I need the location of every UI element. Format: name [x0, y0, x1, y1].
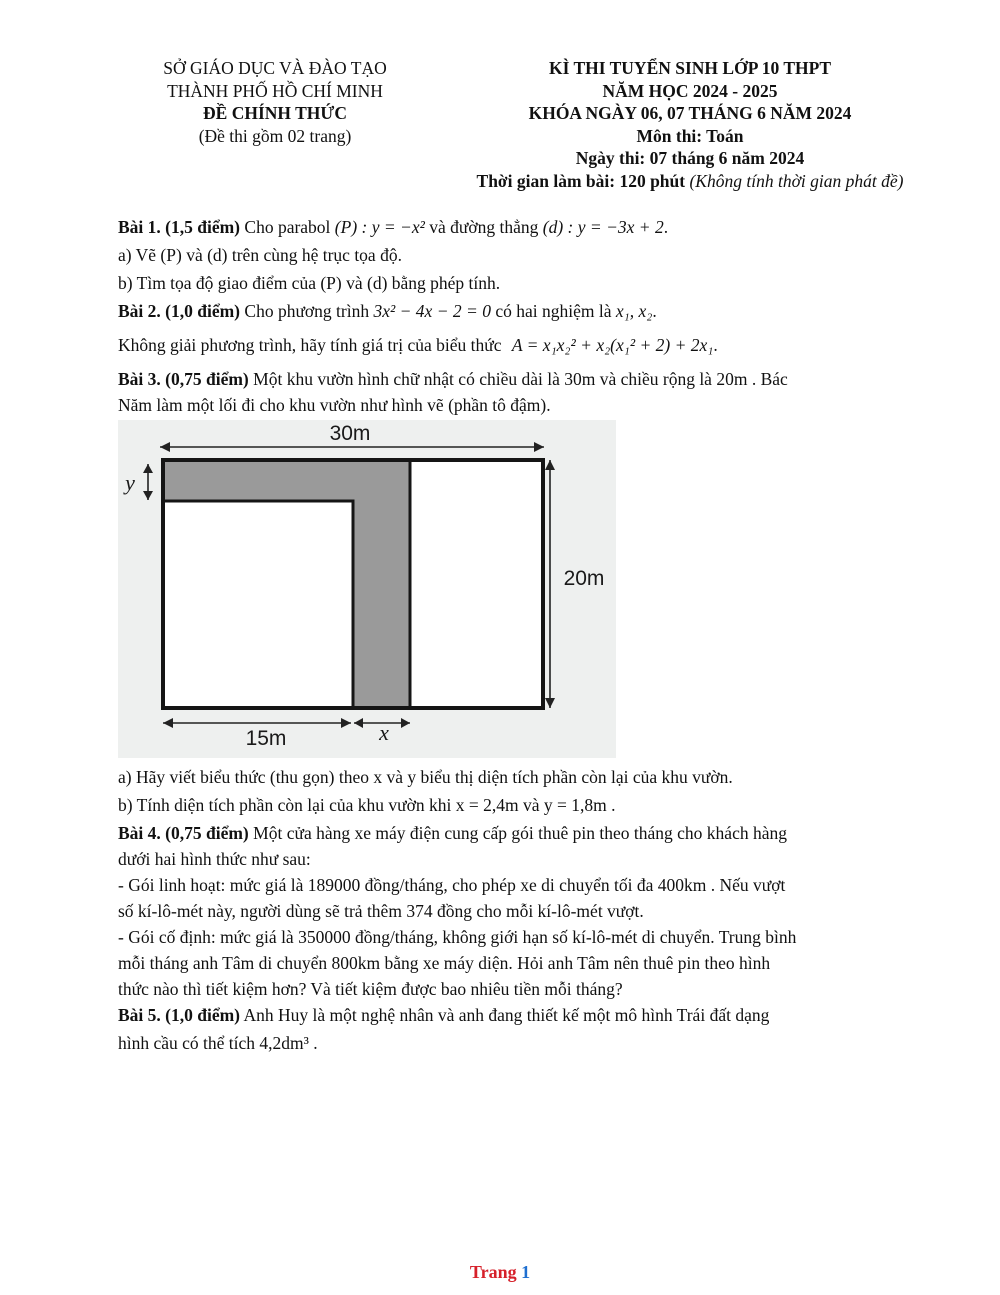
- department-name: SỞ GIÁO DỤC VÀ ĐÀO TẠO: [163, 58, 387, 78]
- official-exam-label: ĐỀ CHÍNH THỨC: [203, 103, 347, 124]
- label-30m: 30m: [329, 422, 371, 445]
- bai4-text7: thức nào thì tiết kiệm hơn? Và tiết kiệm được bao nhiêu tiền mỗi tháng?: [118, 979, 623, 999]
- bai4-text3: - Gói linh hoạt: mức giá là 189000 đồng/tháng, cho phép xe di chuyển tối đa 400km . Nếu vượt: [118, 875, 786, 895]
- exam-title: KÌ THI TUYỂN SINH LỚP 10 THPT: [548, 58, 832, 78]
- label-20m: 20m: [563, 567, 605, 590]
- bai1-intro: Cho parabol: [244, 217, 331, 237]
- bai3-text2: Năm làm một lối đi cho khu vườn như hình vẽ (phần tô đậm).: [118, 395, 551, 415]
- bai2-roots-text: có hai nghiệm là: [495, 301, 612, 321]
- bai1-line: Bài 1. (1,5 điểm) Cho parabol (P) : y = −x² và đường thẳng (d) : y = −3x + 2.: [118, 217, 669, 237]
- header-left: [140, 57, 410, 147]
- bai4-line: [118, 820, 890, 846]
- bai2-roots: x₁, x₂: [615, 301, 653, 321]
- school-year: NĂM HỌC 2024 - 2025: [602, 80, 778, 101]
- bai4-text5: - Gói cố định: mức giá là 350000 đồng/tháng, không giới hạn số kí-lô-mét di chuyển. Trung bình: [118, 927, 797, 947]
- subject: Môn thi: Toán: [636, 125, 744, 146]
- bai2-title: Bài 2. (1,0 điểm): [118, 301, 241, 321]
- bai1-title: Bài 1. (1,5 điểm): [118, 217, 241, 237]
- exam-content: [118, 214, 890, 1056]
- time-note: (Không tính thời gian phát đề): [689, 170, 904, 191]
- label-15m: 15m: [245, 727, 287, 750]
- bai4-text1: Một cửa hàng xe máy điện cung cấp gói thuê pin theo tháng cho khách hàng: [253, 823, 787, 843]
- page-footer: [0, 1262, 1000, 1283]
- label-y: y: [125, 470, 135, 495]
- bai2-equation: 3x² − 4x − 2 = 0: [373, 301, 491, 321]
- bai3-title: Bài 3. (0,75 điểm): [118, 369, 249, 389]
- bai1-and: và đường thẳng: [429, 217, 539, 237]
- bai3-line: [118, 366, 890, 392]
- arrow-left-head: [160, 442, 170, 452]
- bai3-a: a) Hãy viết biểu thức (thu gọn) theo x và y biểu thị diện tích phần còn lại của khu vườn.: [118, 767, 733, 787]
- bai4-text2: dưới hai hình thức như sau:: [118, 849, 311, 869]
- bai5-title: Bài 5. (1,0 điểm): [118, 1005, 241, 1025]
- exam-session: KHÓA NGÀY 06, 07 THÁNG 6 NĂM 2024: [528, 103, 852, 124]
- bai2-expression: A = x₁x₂² + x₂(x₁² + 2) + 2x₁: [511, 335, 714, 355]
- garden-diagram: [118, 420, 616, 758]
- arrow-right-head: [534, 442, 544, 452]
- line-equation: (d) : y = −3x + 2: [542, 217, 664, 237]
- bai2-question: Không giải phương trình, hãy tính giá trị của biểu thức: [118, 335, 502, 355]
- bai2-line2: Không giải phương trình, hãy tính giá trị của biểu thức A = x₁x₂² + x₂(x₁² + 2) + 2x₁.: [118, 335, 718, 355]
- page-count-note: (Đề thi gồm 02 trang): [198, 125, 352, 146]
- bai5-text1: Anh Huy là một nghệ nhân và anh đang thiết kế một mô hình Trái đất dạng: [243, 1005, 770, 1025]
- city-name: THÀNH PHỐ HỒ CHÍ MINH: [167, 80, 383, 101]
- bai3-b: b) Tính diện tích phần còn lại của khu vườn khi x = 2,4m và y = 1,8m .: [118, 795, 616, 815]
- bai1-a: a) Vẽ (P) và (d) trên cùng hệ trục tọa độ.: [118, 245, 402, 265]
- bai5-text2: hình cầu có thể tích 4,2dm³ .: [118, 1033, 318, 1053]
- bai4-text6: mỗi tháng anh Tâm di chuyển 800km bằng xe máy diện. Hỏi anh Tâm nên thuê pin theo hình: [118, 953, 771, 973]
- time-label: Thời gian làm bài: 120 phút: [476, 170, 686, 191]
- page-number: 1: [521, 1262, 531, 1282]
- garden-figure: [118, 420, 616, 758]
- parabol-equation: (P) : y = −x²: [334, 217, 425, 237]
- bai4-title: Bài 4. (0,75 điểm): [118, 823, 249, 843]
- header-right: [440, 57, 940, 193]
- label-x: x: [379, 720, 389, 745]
- bai3-text1: Một khu vườn hình chữ nhật có chiều dài là 30m và chiều rộng là 20m . Bác: [253, 369, 788, 389]
- bai4-text4: số kí-lô-mét này, người dùng sẽ trả thêm 374 đồng cho mỗi kí-lô-mét vượt.: [118, 901, 644, 921]
- bai1-b: b) Tìm tọa độ giao điểm của (P) và (d) bằng phép tính.: [118, 273, 501, 293]
- bai5-line: [118, 1002, 890, 1028]
- exam-date: Ngày thi: 07 tháng 6 năm 2024: [575, 148, 805, 169]
- bai2-intro: Cho phương trình: [244, 301, 370, 321]
- time-limit: [440, 170, 940, 193]
- page-word: Trang: [469, 1262, 517, 1282]
- bai2-line: Bài 2. (1,0 điểm) Cho phương trình 3x² − 4x − 2 = 0 có hai nghiệm là x₁, x₂.: [118, 301, 657, 321]
